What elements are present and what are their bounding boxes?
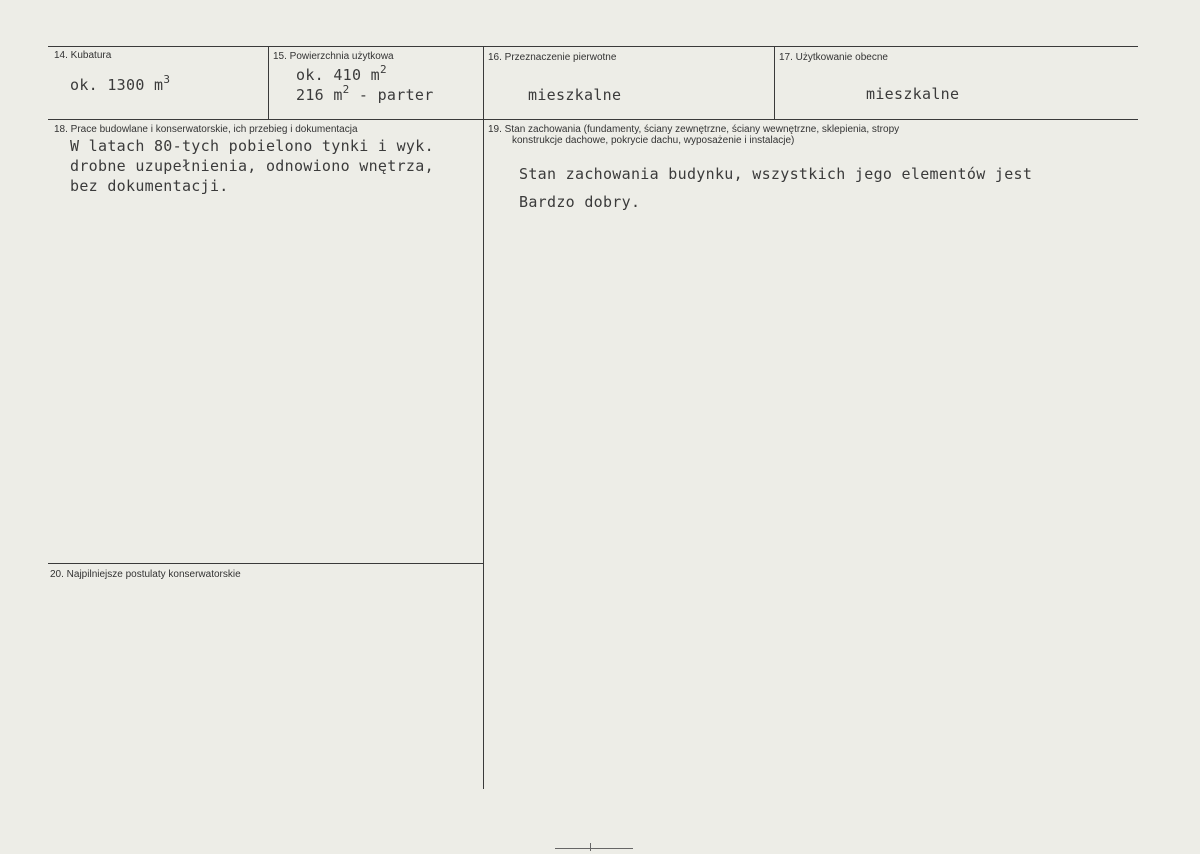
section-20-rule (48, 563, 483, 564)
field-16-label: 16. Przeznaczenie pierwotne (488, 52, 617, 63)
bottom-tick-mark (590, 843, 591, 851)
divider-16-17 (774, 46, 775, 120)
field-14-label: 14. Kubatura (54, 50, 112, 61)
field-14-value-text: ok. 1300 m (70, 76, 164, 94)
top-rule (48, 46, 1138, 47)
field-18-line: bez dokumentacji. (70, 177, 229, 195)
field-15-line-2-suffix: - parter (349, 86, 434, 104)
divider-14-15 (268, 46, 269, 120)
header-row-rule (48, 119, 1138, 120)
field-15-line-1 (296, 63, 387, 84)
field-15-line-1-exponent: 2 (379, 63, 387, 76)
field-15-line-2-text: 216 m (296, 86, 343, 104)
field-15-line-2-exponent: 2 (342, 83, 350, 96)
field-17-value: mieszkalne (866, 85, 960, 103)
field-14-value-exponent: 3 (163, 73, 171, 86)
field-16-value: mieszkalne (528, 86, 622, 104)
field-19-label-line-1: 19. Stan zachowania (fundamenty, ściany zewnętrzne, ściany wewnętrzne, sklepienia, stropy (488, 124, 900, 135)
field-18-line: drobne uzupełnienia, odnowiono wnętrza, (70, 157, 434, 175)
field-17-label: 17. Użytkowanie obecne (779, 52, 888, 63)
field-15-label: 15. Powierzchnia użytkowa (273, 51, 394, 62)
field-18-text (70, 136, 434, 196)
bottom-tick-rule (555, 848, 633, 849)
field-19-text (519, 160, 1032, 216)
field-15-line-2 (296, 83, 434, 104)
field-19-label-line-2: konstrukcje dachowe, pokrycie dachu, wyposażenie i instalacje) (512, 135, 795, 146)
field-15-line-1-text: ok. 410 m (296, 66, 380, 84)
field-18-line: W latach 80-tych pobielono tynki i wyk. (70, 137, 434, 155)
field-20-label: 20. Najpilniejsze postulaty konserwatorskie (50, 569, 241, 580)
field-14-value (70, 73, 171, 94)
field-18-label: 18. Prace budowlane i konserwatorskie, ich przebieg i dokumentacja (54, 124, 358, 135)
field-19-line: Bardzo dobry. (519, 193, 641, 211)
field-19-line: Stan zachowania budynku, wszystkich jego elementów jest (519, 165, 1033, 183)
divider-15-16 (483, 46, 484, 789)
